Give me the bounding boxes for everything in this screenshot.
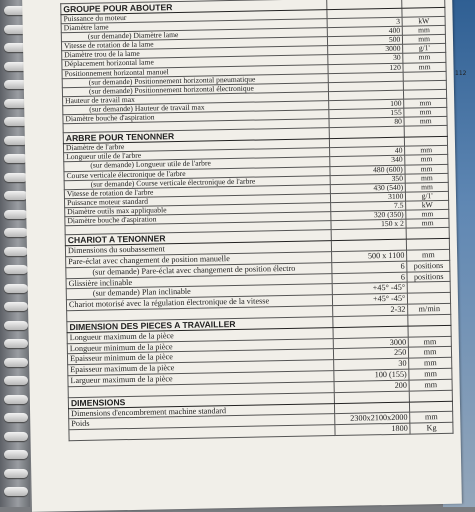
background-label: 112	[455, 70, 467, 77]
spec-label: Longueur utile de l'arbre	[64, 148, 330, 162]
spec-value: 3000	[333, 337, 408, 349]
binder-ring-icon	[4, 228, 28, 237]
spec-value: +45° -45°	[333, 293, 408, 305]
spec-label: Longueur minimum de la pièce	[67, 338, 333, 354]
spec-unit: g/1'	[403, 44, 446, 54]
spec-unit: mm	[406, 182, 449, 192]
spec-value: 100 (155)	[334, 369, 409, 381]
section-heading: DIMENSIONS	[68, 392, 334, 408]
binder-ring-icon	[4, 376, 28, 385]
spec-label: (sur demande) Positionnement horizontal pneumatique	[62, 73, 328, 87]
spec-label: Diamètre bouche d'aspiration	[65, 212, 331, 226]
spec-table	[60, 0, 453, 441]
spec-unit: mm	[410, 412, 453, 424]
spec-unit: m/min	[408, 303, 451, 315]
spec-label: Chariot motorisé avec la régulation électronique de la vitesse	[66, 295, 332, 311]
spec-unit: mm	[409, 347, 452, 359]
spec-label: Epaisseur minimum de la pièce	[67, 349, 333, 365]
spec-value: 320 (350)	[331, 210, 406, 221]
spec-sheet-page	[22, 0, 462, 512]
spec-value: 500	[328, 35, 403, 46]
spec-unit: mm	[405, 146, 448, 156]
binder-ring-icon	[4, 265, 28, 274]
spec-unit: positions	[407, 260, 450, 272]
empty-cell	[408, 314, 451, 326]
spec-value: 7.5	[331, 201, 406, 212]
spec-value: 6	[332, 261, 407, 273]
binder-ring-icon	[4, 191, 28, 200]
spec-label: Dimensions du soubassement	[65, 241, 331, 257]
spec-label: Puissance du moteur	[61, 10, 327, 24]
spec-label: Diamètre bouche d'aspiration	[63, 110, 329, 124]
spec-label: (sur demande) Course verticale électronique de l'arbre	[64, 175, 330, 189]
spec-value: 200	[334, 380, 409, 392]
spec-value: 100	[329, 99, 404, 110]
spec-unit: mm	[403, 62, 446, 72]
spec-label: Glissière inclinable	[66, 273, 332, 289]
spec-unit	[407, 238, 450, 250]
spec-unit: mm	[405, 155, 448, 165]
binder-ring-icon	[4, 358, 28, 367]
binder-ring-icon	[4, 173, 28, 182]
spec-value: 3000	[328, 45, 403, 56]
spec-value: 400	[327, 26, 402, 37]
section-heading: ARBRE POUR TENONNER	[63, 128, 329, 144]
spec-value: +45° -45°	[332, 282, 407, 294]
spec-unit: mm	[405, 164, 448, 174]
spec-label: (sur demande) Pare-éclat avec changement de position électro	[66, 262, 332, 278]
binder-ring-icon	[4, 469, 28, 478]
empty-cell	[404, 126, 447, 138]
spec-unit: Kg	[410, 422, 453, 434]
spec-value: 3	[327, 17, 402, 28]
binder-ring-icon	[4, 413, 28, 422]
spec-value: 150 x 2	[331, 219, 406, 230]
spec-label: Hauteur de travail max	[63, 91, 329, 105]
spec-unit	[408, 325, 451, 337]
empty-cell	[406, 228, 449, 240]
spec-label: Largueur maximum de la pièce	[68, 371, 334, 387]
spec-value: 30	[328, 54, 403, 65]
spec-label: Diamètre outils max appliquable	[65, 202, 331, 216]
spec-label: Diamètre trou de la lame	[62, 46, 328, 60]
spec-unit: mm	[406, 209, 449, 219]
binder-ring-icon	[4, 247, 28, 256]
spec-value: 500 x 1100	[332, 250, 407, 262]
spec-unit	[408, 292, 451, 304]
spec-label: Epaisseur maximum de la pièce	[68, 360, 334, 376]
spec-label: (sur demande) Positionnement horizontal électronique	[62, 82, 328, 96]
spec-label: Diamètre lame	[61, 19, 327, 33]
spec-unit	[410, 401, 453, 413]
binder-ring-icon	[4, 321, 28, 330]
spec-label: Puissance moteur standard	[64, 193, 330, 207]
spec-value: 30	[334, 358, 409, 370]
spec-unit: kW	[406, 200, 449, 210]
spec-label: Course verticale électronique de l'arbre	[64, 166, 330, 180]
spec-value: 350	[330, 174, 405, 185]
spec-label: Positionnement horizontal manuel	[62, 64, 328, 78]
binder-ring-icon	[4, 432, 28, 441]
spec-value: 340	[330, 156, 405, 167]
spec-value: 1800	[335, 423, 410, 435]
spec-value: 2300x2100x2000	[335, 412, 410, 424]
spec-unit: mm	[404, 116, 447, 126]
spec-label: Diamètre de l'arbre	[63, 139, 329, 153]
spec-value: 40	[330, 146, 405, 157]
spec-unit: g/1'	[406, 191, 449, 201]
spec-value: 80	[329, 117, 404, 128]
spec-label: Dimensions d'encombrement machine standard	[68, 403, 334, 419]
spec-label: Pare-éclat avec changement de position manuelle	[66, 252, 332, 268]
spec-unit: mm	[405, 173, 448, 183]
spec-label: (sur demande) Plan inclinable	[66, 284, 332, 300]
spec-label: Vitesse de rotation de la lame	[61, 37, 327, 51]
section-heading: DIMENSION DES PIECES A TRAVAILLER	[67, 316, 333, 332]
spec-unit	[407, 282, 450, 294]
spec-unit: mm	[409, 336, 452, 348]
spec-unit: mm	[403, 35, 446, 45]
binder-ring-icon	[4, 395, 28, 404]
spec-value: 155	[329, 108, 404, 119]
spec-label: Longueur maximum de la pièce	[67, 327, 333, 343]
spec-unit: positions	[407, 271, 450, 283]
spec-value: 6	[332, 272, 407, 284]
spec-value: 3100	[331, 192, 406, 203]
spec-label: Poids	[69, 414, 335, 430]
empty-cell	[410, 390, 453, 402]
spec-unit: mm	[403, 26, 446, 36]
spec-unit: mm	[407, 249, 450, 261]
spec-label: (sur demande) Diamètre lame	[61, 28, 327, 42]
spec-value: 430 (540)	[330, 183, 405, 194]
spec-unit: mm	[403, 53, 446, 63]
spec-unit: mm	[409, 368, 452, 380]
binder-ring-icon	[4, 487, 28, 496]
binder-ring-icon	[4, 210, 28, 219]
spec-label: Vitesse de rotation de l'arbre	[64, 184, 330, 198]
spec-value: 250	[334, 347, 409, 359]
section-heading: GROUPE POUR ABOUTER	[61, 0, 327, 15]
binder-ring-icon	[4, 284, 28, 293]
spec-unit: mm	[409, 379, 452, 391]
spec-unit: mm	[409, 357, 452, 369]
spec-unit: mm	[404, 98, 447, 108]
spec-value: 2-32	[333, 304, 408, 316]
spec-value: 120	[328, 63, 403, 74]
spec-unit: mm	[406, 218, 449, 228]
spec-label: (sur demande) Hauteur de travail max	[63, 101, 329, 115]
spec-value: 480 (600)	[330, 165, 405, 176]
spec-label: (sur demande) Longueur utile de l'arbre	[64, 157, 330, 171]
spec-label: Déplacement horizontal lame	[62, 55, 328, 69]
binder-ring-icon	[4, 302, 28, 311]
section-heading: CHARIOT A TENONNER	[65, 230, 331, 246]
binder-ring-icon	[4, 339, 28, 348]
spec-unit: mm	[404, 107, 447, 117]
binder-ring-icon	[4, 450, 28, 459]
spec-unit: kW	[402, 16, 445, 26]
